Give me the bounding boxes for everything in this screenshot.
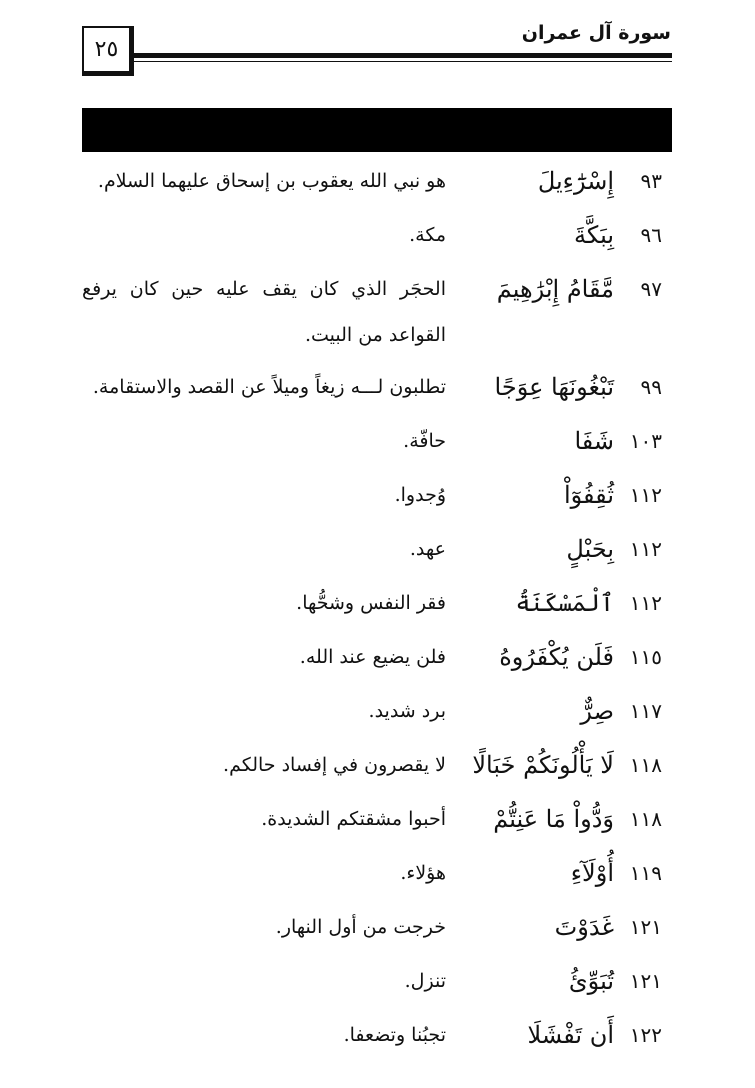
quran-word: فَلَن يُكْفَرُوهُ [499,643,614,671]
word-meaning: خرجت من أول النهار. [275,916,446,938]
quran-word: أَن تَفْشَلَا [527,1021,614,1049]
glossary-entry [82,418,672,472]
table-header-bar [82,108,672,152]
word-meaning: مكة. [409,224,446,246]
glossary-entry [82,958,672,1012]
quran-word: غَدَوْتَ [554,913,614,941]
glossary-entry [82,742,672,796]
word-meaning: الحجَر الذي كان يقف عليه حين كان يرفع القواعد من البيت. [82,278,446,346]
word-meaning: وُجدوا. [394,484,446,506]
word-meaning: أحبوا مشقتكم الشديدة. [261,808,446,830]
glossary-entry [82,158,672,212]
glossary-entry [82,634,672,688]
verse-number: ٩٩ [640,375,662,399]
verse-number: ١٢١ [629,969,662,993]
verse-number: ٩٦ [640,223,662,247]
header-rule-thin [134,61,672,62]
verse-number: ١٢١ [629,915,662,939]
glossary-entry [82,796,672,850]
verse-number: ١١٢ [629,483,662,507]
quran-word: لَا يَأْلُونَكُمْ خَبَالًا [472,751,614,779]
glossary-entry [82,212,672,266]
glossary-entry [82,364,672,418]
surah-title: سورة آل عمران [521,22,671,44]
quran-word: صِرٌّ [580,697,614,725]
glossary-entry [82,580,672,634]
word-meaning: برد شديد. [368,700,446,722]
word-meaning: تجبُنا وتضعفا. [343,1024,446,1046]
verse-number: ١١٢ [629,591,662,615]
quran-word: إِسْرَٰٓءِيلَ [537,167,614,195]
word-meaning: تنزل. [404,970,446,992]
word-meaning: لا يقصرون في إفساد حالكم. [223,754,446,776]
glossary-entry [82,1012,672,1066]
glossary-list [82,158,672,1066]
verse-number: ١١٧ [629,699,662,723]
quran-word: تُبَوِّئُ [568,967,614,995]
quran-word: وَدُّواْ مَا عَنِتُّمْ [493,805,614,833]
glossary-entry [82,688,672,742]
verse-number: ١١٨ [629,753,662,777]
quran-word: أُوْلَآءِ [570,859,614,887]
quran-word: بِبَكَّةَ [573,221,614,249]
quran-word: بِحَبْلٍ [566,535,614,563]
glossary-entry [82,526,672,580]
word-meaning: هؤلاء. [400,862,446,884]
quran-word: تَبْغُونَهَا عِوَجًا [494,373,614,401]
verse-number: ١١٩ [629,861,662,885]
quran-word: ثُقِفُوٓاْ [563,481,614,509]
quran-word: شَفَا [574,427,614,455]
word-meaning: عهد. [409,538,446,560]
word-meaning: فلن يضيع عند الله. [299,646,446,668]
quran-word: مَّقَامُ إِبْرَٰهِيمَ [496,275,614,303]
word-meaning: فقر النفس وشحُّها. [296,592,446,614]
glossary-entry [82,266,672,364]
verse-number: ٩٧ [640,277,662,301]
header-rule [134,53,672,58]
verse-number: ١١٥ [629,645,662,669]
verse-number: ١١٢ [629,537,662,561]
glossary-entry [82,904,672,958]
word-meaning: حافّة. [403,430,446,452]
glossary-entry [82,472,672,526]
verse-number: ٩٣ [640,169,662,193]
word-meaning: تطلبون لـــه زيغاً وميلاً عن القصد والاستقامة. [92,376,446,398]
word-meaning: هو نبي الله يعقوب بن إسحاق عليهما السلام. [97,170,446,192]
glossary-entry [82,850,672,904]
verse-number: ١٢٢ [629,1023,662,1047]
quran-word: ٱلْمَسْكَنَةُ [515,589,614,617]
verse-number: ١١٨ [629,807,662,831]
verse-number: ١٠٣ [629,429,662,453]
page-number: ٢٥ [82,26,134,76]
